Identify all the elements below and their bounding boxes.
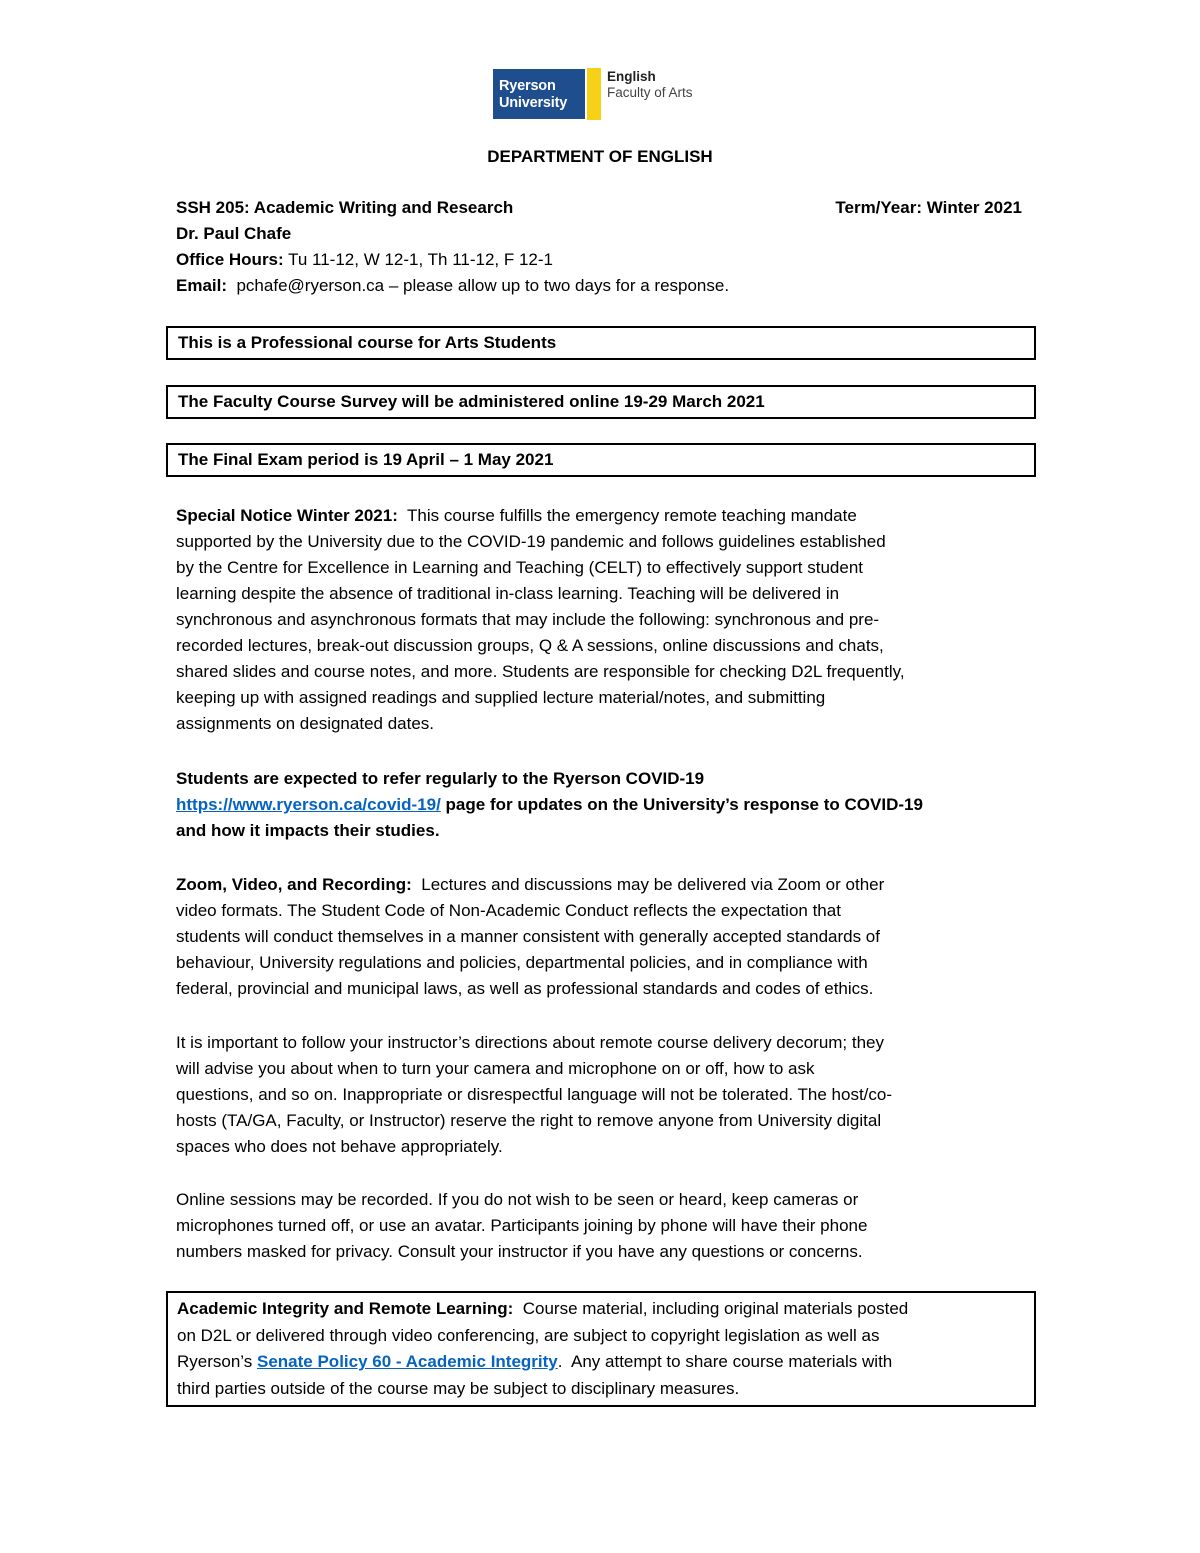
recording-line: numbers masked for privacy. Consult your instructor if you have any questions or concerns. bbox=[176, 1242, 863, 1261]
notice-box-text: The Final Exam period is 19 April – 1 May 2021 bbox=[178, 450, 554, 469]
logo-wordmark bbox=[493, 69, 585, 119]
office-hours bbox=[176, 247, 1036, 273]
covid-line: Students are expected to refer regularly to the Ryerson COVID-19 bbox=[176, 769, 705, 788]
notice-box-professional bbox=[166, 326, 1036, 360]
email-label: Email: bbox=[176, 276, 228, 295]
zoom-line bbox=[176, 872, 1036, 898]
special-notice-line: assignments on designated dates. bbox=[176, 714, 435, 733]
zoom-section bbox=[176, 872, 1036, 1002]
instructor-name: Dr. Paul Chafe bbox=[176, 224, 292, 243]
zoom-line: federal, provincial and municipal laws, as well as professional standards and codes of ethics. bbox=[176, 979, 874, 998]
integrity-label: Academic Integrity and Remote Learning: bbox=[177, 1299, 514, 1318]
zoom-label: Zoom, Video, and Recording: bbox=[176, 875, 412, 894]
academic-integrity-box bbox=[166, 1291, 1036, 1407]
recording-line: Online sessions may be recorded. If you do not wish to be seen or heard, keep cameras or bbox=[176, 1190, 859, 1209]
office-hours-label: Office Hours: bbox=[176, 250, 284, 269]
email-value: pchafe@ryerson.ca – please allow up to two days for a response. bbox=[227, 276, 730, 295]
notice-box-text: This is a Professional course for Arts Students bbox=[178, 333, 557, 352]
notice-box-text: The Faculty Course Survey will be administered online 19-29 March 2021 bbox=[178, 392, 765, 411]
special-notice-line: recorded lectures, break-out discussion groups, Q & A sessions, online discussions and chats, bbox=[176, 636, 884, 655]
logo-dept-name: English bbox=[607, 69, 656, 84]
special-notice-line bbox=[176, 503, 1036, 529]
integrity-line bbox=[177, 1349, 1027, 1376]
decorum-line: spaces who does not behave appropriately. bbox=[176, 1137, 503, 1156]
covid-section bbox=[176, 766, 1036, 844]
ryerson-logo bbox=[493, 69, 693, 121]
decorum-line: will advise you about when to turn your camera and microphone on or off, how to ask bbox=[176, 1059, 815, 1078]
notice-box-survey bbox=[166, 385, 1036, 419]
logo-faculty-name: Faculty of Arts bbox=[607, 85, 693, 100]
special-notice-line: by the Centre for Excellence in Learning and Teaching (CELT) to effectively support student bbox=[176, 558, 864, 577]
decorum-line: questions, and so on. Inappropriate or disrespectful language will not be tolerated. The host/co- bbox=[176, 1085, 893, 1104]
special-notice-line: keeping up with assigned readings and supplied lecture material/notes, and submitting bbox=[176, 688, 826, 707]
special-notice-section bbox=[176, 503, 1036, 737]
special-notice-text: This course fulfills the emergency remote teaching mandate bbox=[397, 506, 857, 525]
integrity-text-post: . Any attempt to share course materials with bbox=[557, 1352, 893, 1371]
covid-page-link[interactable]: https://www.ryerson.ca/covid-19/ bbox=[176, 795, 441, 814]
covid-line: and how it impacts their studies. bbox=[176, 821, 440, 840]
term-year: Term/Year: Winter 2021 bbox=[835, 198, 1022, 217]
notice-box-exam bbox=[166, 443, 1036, 477]
integrity-text: Course material, including original materials posted bbox=[513, 1299, 909, 1318]
logo-line-2: University bbox=[499, 95, 568, 111]
zoom-line: students will conduct themselves in a manner consistent with generally accepted standards of bbox=[176, 927, 880, 946]
integrity-line: third parties outside of the course may be subject to disciplinary measures. bbox=[177, 1378, 740, 1398]
course-title: SSH 205: Academic Writing and Research bbox=[176, 198, 514, 217]
email-line bbox=[176, 273, 1036, 299]
recording-line: microphones turned off, or use an avatar. Participants joining by phone will have their phone bbox=[176, 1216, 868, 1235]
logo-line-1: Ryerson bbox=[499, 78, 556, 94]
special-notice-line: synchronous and asynchronous formats that may include the following: synchronous and pre- bbox=[176, 610, 880, 629]
decorum-line: hosts (TA/GA, Faculty, or Instructor) reserve the right to remove anyone from University digital bbox=[176, 1111, 882, 1130]
decorum-line: It is important to follow your instructor’s directions about remote course delivery decorum; they bbox=[176, 1033, 885, 1052]
senate-policy-link[interactable]: Senate Policy 60 - Academic Integrity bbox=[257, 1352, 558, 1371]
office-hours-value: Tu 11-12, W 12-1, Th 11-12, F 12-1 bbox=[283, 250, 553, 269]
special-notice-line: learning despite the absence of traditional in-class learning. Teaching will be delivered in bbox=[176, 584, 840, 603]
logo-department bbox=[607, 69, 693, 101]
logo-yellow-bar bbox=[587, 68, 601, 120]
academic-integrity-text bbox=[177, 1296, 1027, 1402]
page-title: DEPARTMENT OF ENGLISH bbox=[487, 147, 713, 166]
recording-section bbox=[176, 1187, 1036, 1265]
integrity-line: on D2L or delivered through video conferencing, are subject to copyright legislation as well as bbox=[177, 1325, 880, 1345]
special-notice-line: shared slides and course notes, and more. Students are responsible for checking D2L frequently, bbox=[176, 662, 905, 681]
special-notice-line: supported by the University due to the COVID-19 pandemic and follows guidelines established bbox=[176, 532, 886, 551]
special-notice-label: Special Notice Winter 2021: bbox=[176, 506, 398, 525]
covid-line-rest: page for updates on the University’s response to COVID-19 bbox=[440, 795, 923, 814]
zoom-line: behaviour, University regulations and policies, departmental policies, and in compliance with bbox=[176, 953, 868, 972]
decorum-section bbox=[176, 1030, 1036, 1160]
covid-line bbox=[176, 792, 1036, 818]
integrity-line bbox=[177, 1296, 1027, 1323]
zoom-text: Lectures and discussions may be delivered via Zoom or other bbox=[411, 875, 885, 894]
integrity-text-pre: Ryerson’s bbox=[177, 1352, 257, 1371]
zoom-line: video formats. The Student Code of Non-Academic Conduct reflects the expectation that bbox=[176, 901, 841, 920]
